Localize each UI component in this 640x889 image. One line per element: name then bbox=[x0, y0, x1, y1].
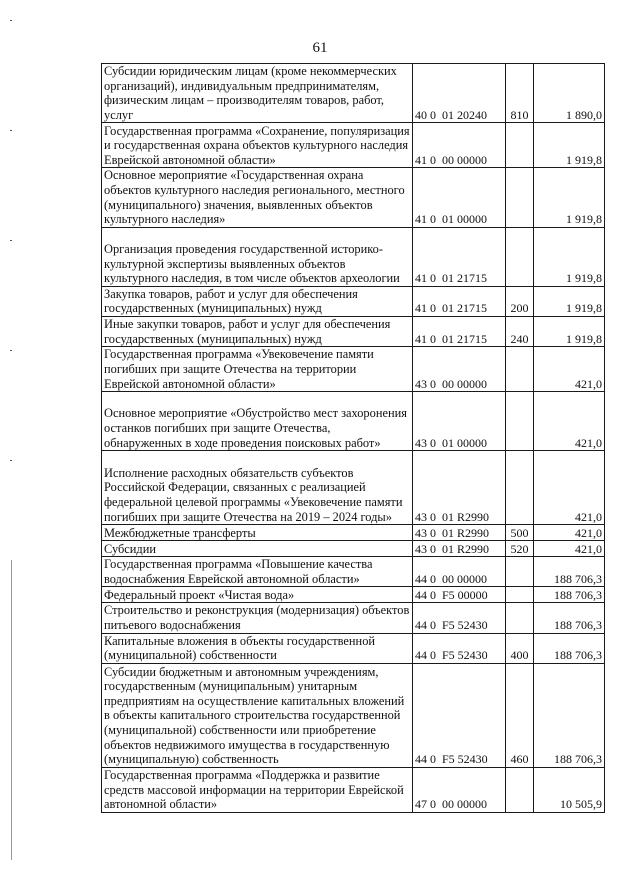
row-code: 44 0 F5 52430 bbox=[413, 633, 506, 663]
row-sum: 421,0 bbox=[534, 525, 605, 541]
binding-mark bbox=[10, 460, 12, 461]
row-code: 41 0 01 21715 bbox=[413, 316, 506, 346]
row-sum: 421,0 bbox=[534, 347, 605, 392]
table-row bbox=[102, 541, 605, 557]
table-row bbox=[102, 663, 605, 767]
row-name: Капитальные вложения в объекты государственной (муниципальной) собственности bbox=[102, 633, 413, 663]
table-row bbox=[102, 767, 605, 812]
row-name: Основное мероприятие «Государственная охрана объектов культурного наследия регионального, местного (муниципального) значения, выявленных объектов культурного наследия» bbox=[102, 168, 413, 227]
table-row bbox=[102, 451, 605, 525]
row-name: Государственная программа «Повышение качества водоснабжения Еврейской автономной области» bbox=[102, 557, 413, 587]
row-vr bbox=[506, 603, 534, 633]
row-sum: 188 706,3 bbox=[534, 557, 605, 587]
binding-mark bbox=[10, 130, 12, 131]
page-edge-line bbox=[11, 560, 12, 860]
table-row bbox=[102, 123, 605, 168]
row-vr: 400 bbox=[506, 633, 534, 663]
row-name: Организация проведения государственной историко-культурной экспертизы выявленных объектов культурного наследия, в том числе объектов археологии bbox=[102, 227, 413, 286]
row-vr bbox=[506, 392, 534, 451]
row-sum: 10 505,9 bbox=[534, 767, 605, 812]
row-sum: 1 919,8 bbox=[534, 227, 605, 286]
row-sum: 421,0 bbox=[534, 451, 605, 525]
row-code: 43 0 01 R2990 bbox=[413, 525, 506, 541]
row-name: Основное мероприятие «Обустройство мест захоронения останков погибших при защите Отечества, обнаруженных в ходе проведения поисковых работ» bbox=[102, 392, 413, 451]
row-vr bbox=[506, 123, 534, 168]
row-name: Закупка товаров, работ и услуг для обеспечения государственных (муниципальных) нужд bbox=[102, 286, 413, 316]
page-number: 61 bbox=[312, 40, 328, 56]
row-code: 44 0 F5 52430 bbox=[413, 663, 506, 767]
row-sum: 1 919,8 bbox=[534, 286, 605, 316]
row-code: 40 0 01 20240 bbox=[413, 64, 506, 123]
row-name: Государственная программа «Сохранение, популяризация и государственная охрана объектов культурного наследия Еврейской автономной области» bbox=[102, 123, 413, 168]
binding-mark bbox=[10, 350, 12, 351]
row-code: 41 0 01 21715 bbox=[413, 227, 506, 286]
table-row bbox=[102, 587, 605, 603]
row-code: 43 0 00 00000 bbox=[413, 347, 506, 392]
row-vr bbox=[506, 557, 534, 587]
row-vr bbox=[506, 168, 534, 227]
row-sum: 421,0 bbox=[534, 392, 605, 451]
row-name: Строительство и реконструкция (модернизация) объектов питьевого водоснабжения bbox=[102, 603, 413, 633]
row-sum: 1 919,8 bbox=[534, 123, 605, 168]
table-row bbox=[102, 603, 605, 633]
row-code: 41 0 01 21715 bbox=[413, 286, 506, 316]
table-row bbox=[102, 168, 605, 227]
table-row bbox=[102, 525, 605, 541]
row-vr bbox=[506, 767, 534, 812]
table-row bbox=[102, 557, 605, 587]
row-code: 43 0 01 00000 bbox=[413, 392, 506, 451]
row-name: Государственная программа «Поддержка и развитие средств массовой информации на территории Еврейской автономной области» bbox=[102, 767, 413, 812]
table-row bbox=[102, 392, 605, 451]
row-vr: 520 bbox=[506, 541, 534, 557]
row-name: Государственная программа «Увековечение памяти погибших при защите Отечества на территории Еврейской автономной области» bbox=[102, 347, 413, 392]
table-row bbox=[102, 347, 605, 392]
row-vr bbox=[506, 587, 534, 603]
table-row bbox=[102, 286, 605, 316]
row-vr: 810 bbox=[506, 64, 534, 123]
row-sum: 1 890,0 bbox=[534, 64, 605, 123]
table-row bbox=[102, 633, 605, 663]
row-vr: 460 bbox=[506, 663, 534, 767]
row-name: Межбюджетные трансферты bbox=[102, 525, 413, 541]
row-code: 44 0 F5 00000 bbox=[413, 587, 506, 603]
row-name: Субсидии бюджетным и автономным учреждениям, государственным (муниципальным) унитарным предприятиям на осуществление капитальных вложений в объекты капитального строительства государственной (муниципальной) собственности или приобретение объектов недвижимого имущества в государственную (муниципальную) собственность bbox=[102, 663, 413, 767]
row-code: 44 0 F5 52430 bbox=[413, 603, 506, 633]
budget-table bbox=[101, 63, 605, 813]
binding-mark bbox=[10, 20, 12, 21]
row-code: 41 0 01 00000 bbox=[413, 168, 506, 227]
row-code: 41 0 00 00000 bbox=[413, 123, 506, 168]
row-code: 47 0 00 00000 bbox=[413, 767, 506, 812]
row-sum: 1 919,8 bbox=[534, 168, 605, 227]
row-vr: 500 bbox=[506, 525, 534, 541]
table-row bbox=[102, 227, 605, 286]
row-sum: 421,0 bbox=[534, 541, 605, 557]
row-vr bbox=[506, 347, 534, 392]
row-code: 43 0 01 R2990 bbox=[413, 541, 506, 557]
row-vr bbox=[506, 227, 534, 286]
row-name: Субсидии юридическим лицам (кроме некоммерческих организаций), индивидуальным предпринимателям, физическим лицам – производителям товаров, работ, услуг bbox=[102, 64, 413, 123]
row-sum: 1 919,8 bbox=[534, 316, 605, 346]
row-sum: 188 706,3 bbox=[534, 587, 605, 603]
row-vr: 240 bbox=[506, 316, 534, 346]
row-name: Исполнение расходных обязательств субъектов Российской Федерации, связанных с реализацией федеральной целевой программы «Увековечение памяти погибших при защите Отечества на 2019 – 2024 годы» bbox=[102, 451, 413, 525]
row-code: 44 0 00 00000 bbox=[413, 557, 506, 587]
row-sum: 188 706,3 bbox=[534, 663, 605, 767]
row-vr bbox=[506, 451, 534, 525]
row-code: 43 0 01 R2990 bbox=[413, 451, 506, 525]
binding-mark bbox=[10, 240, 12, 241]
table-row bbox=[102, 64, 605, 123]
table-row bbox=[102, 316, 605, 346]
row-sum: 188 706,3 bbox=[534, 603, 605, 633]
row-name: Субсидии bbox=[102, 541, 413, 557]
row-name: Федеральный проект «Чистая вода» bbox=[102, 587, 413, 603]
row-vr: 200 bbox=[506, 286, 534, 316]
row-sum: 188 706,3 bbox=[534, 633, 605, 663]
row-name: Иные закупки товаров, работ и услуг для обеспечения государственных (муниципальных) нужд bbox=[102, 316, 413, 346]
